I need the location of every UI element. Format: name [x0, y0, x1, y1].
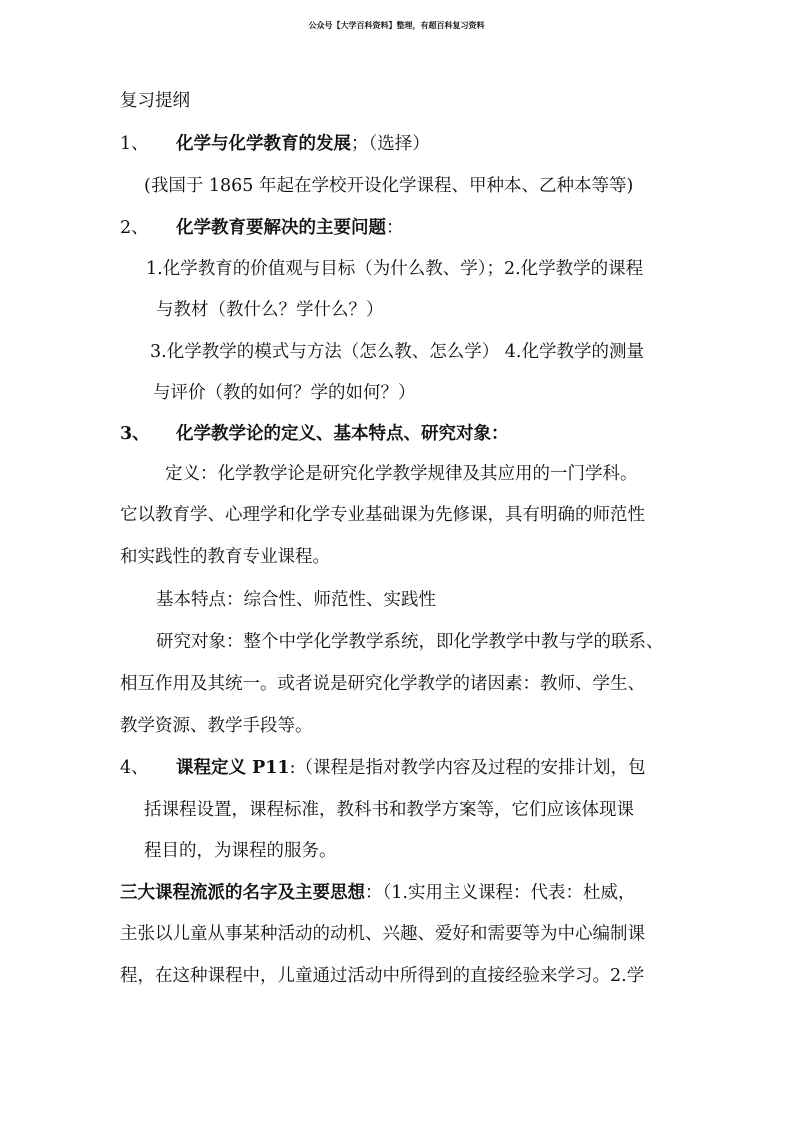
paragraph-line: 程目的，为课程的服务。	[144, 841, 337, 861]
heading-tail: ：（1.实用主义课程：代表：杜威，	[365, 883, 636, 903]
heading-text: 化学教育要解决的主要问题	[176, 218, 386, 238]
heading-text: 化学教学论的定义、基本特点、研究对象：	[176, 424, 509, 444]
heading-text: 课程定义 P11	[176, 758, 290, 778]
section-number: 4、	[120, 758, 149, 778]
paragraph-line: 它以教育学、心理学和化学专业基础课为先修课，具有明确的师范性	[120, 505, 645, 525]
paragraph-line: 与教材（教什么？学什么？）	[156, 300, 384, 320]
heading-text: 化学与化学教育的发展	[176, 134, 351, 154]
section-3-heading	[120, 423, 509, 445]
outline-title: 复习提纲	[120, 91, 190, 111]
paragraph-line: 定义：化学教学论是研究化学教学规律及其应用的一门学科。	[165, 464, 638, 484]
paragraph-line: 基本特点：综合性、师范性、实践性	[156, 590, 436, 610]
heading-text: 三大课程流派的名字及主要思想	[120, 883, 365, 903]
paragraph-line: 教学资源、教学手段等。	[120, 716, 313, 736]
heading-tail: ：	[386, 218, 404, 238]
section-1-heading	[120, 133, 430, 155]
section-2-heading	[120, 217, 404, 239]
paragraph-line: 1.化学教育的价值观与目标（为什么教、学）；2.化学教学的课程	[146, 259, 644, 279]
heading-tail: ；（选择）	[351, 134, 430, 154]
paragraph-line: 程，在这种课程中，儿童通过活动中所得到的直接经验来学习。2.学	[120, 966, 645, 986]
paragraph-line: 与评价（教的如何？学的如何？）	[153, 383, 416, 403]
paragraph-line: 研究对象：整个中学化学教学系统，即化学教学中教与学的联系、	[156, 632, 664, 652]
section-4-heading	[120, 757, 646, 779]
paragraph-line: 3.化学教学的模式与方法（怎么教、怎么学） 4.化学教学的测量	[150, 342, 644, 362]
section-number: 3、	[120, 424, 150, 444]
section-number: 1、	[120, 134, 149, 154]
section-5-heading	[120, 882, 635, 904]
paragraph-line: 相互作用及其统一。或者说是研究化学教学的诸因素：教师、学生、	[120, 674, 645, 694]
heading-tail: :（课程是指对教学内容及过程的安排计划，包	[289, 758, 646, 778]
section-number: 2、	[120, 218, 149, 238]
paragraph-line: 主张以儿童从事某种活动的动机、兴趣、爱好和需要等为中心编制课	[120, 924, 645, 944]
section-1-body: (我国于 1865 年起在学校开设化学课程、甲种本、乙种本等等)	[144, 176, 634, 196]
paragraph-line: 和实践性的教育专业课程。	[120, 547, 330, 567]
page-header: 公众号【大学百科资料】整理，有超百科复习资料	[308, 20, 485, 30]
paragraph-line: 括课程设置，课程标准，教科书和教学方案等，它们应该体现课	[144, 800, 634, 820]
